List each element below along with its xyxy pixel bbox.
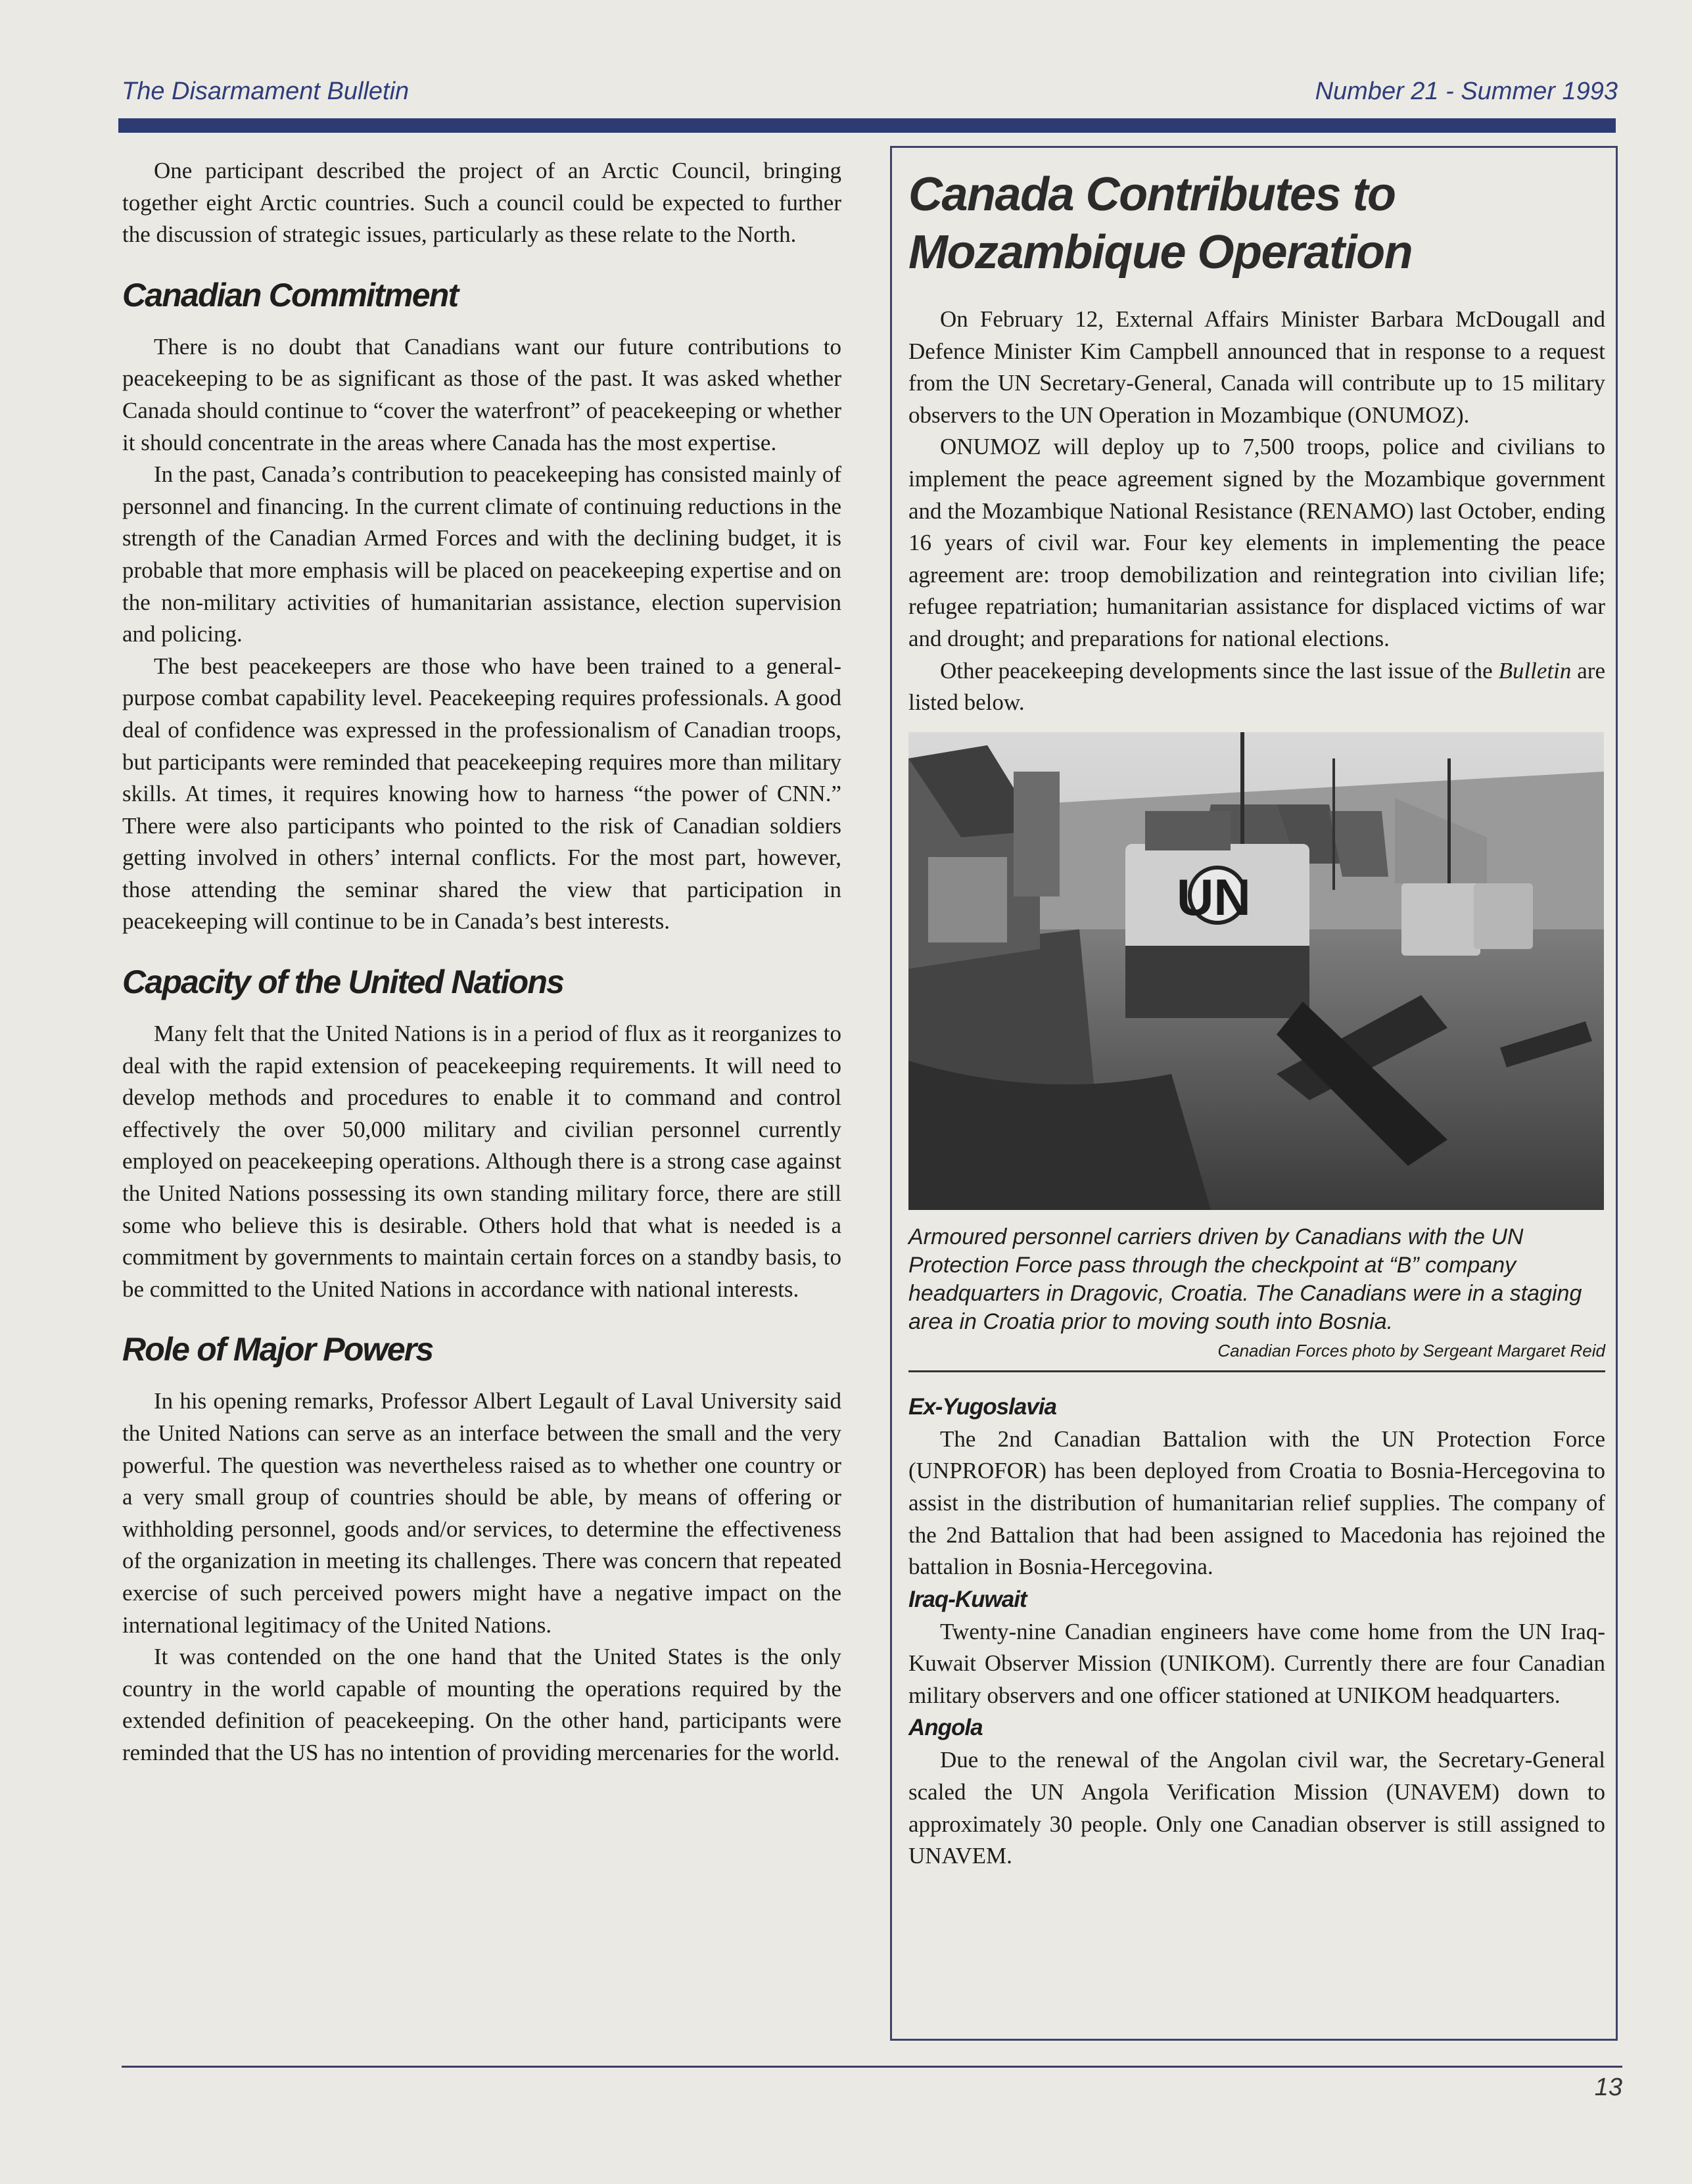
sidebar-column <box>908 166 1605 1872</box>
running-header-title: The Disarmament Bulletin <box>122 78 410 105</box>
heading-capacity-un: Capacity of the United Nations <box>122 964 564 1001</box>
heading-canadian-commitment: Canadian Commitment <box>122 276 458 314</box>
item-paragraph: Due to the renewal of the Angolan civil war, the Secretary-General scaled the UN Angola Verification Mission (UNAVEM) down to approximately 30 people. Only one Canadian observer is still assigned to UNAVEM. <box>908 1747 1605 1869</box>
sidebar-title-line2: Mozambique Operation <box>908 226 1413 279</box>
body-paragraph: In the past, Canada’s contribution to peacekeeping has consisted mainly of personnel and financing. In the current climate of continuing reductions in the strength of the Canadian Armed Forces and with the declining budget, it is probable that more emphasis will be placed on peacekeeping expertise and on the non-military activities of humanitarian assistance, election supervision and policing. <box>122 461 841 647</box>
bulletin-title: Bulletin <box>1498 657 1572 684</box>
sidebar-paragraph <box>908 655 1605 719</box>
subhead-angola: Angola <box>908 1715 983 1741</box>
apc-photo-illustration <box>908 732 1604 1210</box>
intro-paragraph: One participant described the project of an Arctic Council, bringing together eight Arctic countries. Such a council could be expected to further the discussion of strategic issues, particularly as these relate to the North. <box>122 158 841 248</box>
item-paragraph: The 2nd Canadian Battalion with the UN Protection Force (UNPROFOR) has been deployed from Croatia to Bosnia-Hercegovina to assist in the distribution of humanitarian relief supplies. The company of the 2nd Battalion that had been assigned to Macedonia has rejoined the battalion in Bosnia-Hercegovina. <box>908 1426 1605 1580</box>
apc-un-marking: UN <box>1177 868 1251 926</box>
sidebar-text: Other peacekeeping developments since the last issue of the <box>940 657 1499 684</box>
sidebar-title <box>908 166 1605 281</box>
running-header-issue: Number 21 - Summer 1993 <box>1315 78 1618 105</box>
body-paragraph: There is no doubt that Canadians want our future contributions to peacekeeping to be as significant as those of the past. It was asked whether Canada should continue to “cover the waterfront” of peacekeeping or whether it should concentrate in the areas where Canada has the most expertise. <box>122 333 841 455</box>
photo-credit: Canadian Forces photo by Sergeant Margaret Reid <box>1217 1340 1605 1360</box>
sidebar-paragraph: ONUMOZ will deploy up to 7,500 troops, police and civilians to implement the peace agreement signed by the Mozambique government and the Mozambique National Resistance (RENAMO) last October, ending 16 years of civil war. Four key elements in implementing the peace agreement are: troop demobilization and reintegration into civilian life; refugee repatriation; humanitarian assistance for displaced victims of war and drought; and preparations for national elections. <box>908 434 1605 651</box>
page-number: 13 <box>1594 2074 1622 2101</box>
body-paragraph: Many felt that the United Nations is in a period of flux as it reorganizes to deal with the rapid extension of peacekeeping requirements. It will need to develop methods and procedures to enable it to command and control effectively the over 50,000 military and civilian personnel currently employed on peacekeeping operations. Although there is a strong case against the United Nations possessing its own standing military force, there are still some who believe this is desirable. Others hold that what is needed is a commitment by governments to maintain certain forces on a standby basis, to be committed to the United Nations in accordance with national interests. <box>122 1021 841 1302</box>
footer-rule <box>122 2066 1622 2068</box>
body-paragraph: In his opening remarks, Professor Albert Legault of Laval University said the United Nations can serve as an interface between the small and the very powerful. The question was nevertheless raised as to whether one country or a very small group of countries should be able, by means of offering or withholding personnel, goods and/or services, to determine the effectiveness of the organization in meeting its challenges. There was concern that repeated exercise of such perceived powers might have a negative impact on the international legitimacy of the United Nations. <box>122 1388 841 1638</box>
subhead-iraq-kuwait: Iraq-Kuwait <box>908 1586 1027 1612</box>
body-paragraph: It was contended on the one hand that the United States is the only country in the world capable of mounting the operations required by the extended definition of peacekeeping. On the other hand, participants were reminded that the US has no intention of providing mercenaries for the world. <box>122 1644 841 1765</box>
sidebar-text: are listed below. <box>908 657 1605 716</box>
left-column <box>122 155 841 1769</box>
caption-rule <box>908 1370 1605 1372</box>
apc-photo <box>908 732 1604 1210</box>
header-bar <box>118 118 1616 133</box>
body-paragraph: The best peacekeepers are those who have been trained to a general-purpose combat capability level. Peacekeeping requires professionals. A good deal of confidence was expressed in the professionalism of Canadian troops, but participants were reminded that peacekeeping requires more than military skills. At times, it requires knowing how to harness “the power of CNN.” There were also participants who pointed to the risk of Canadian soldiers getting involved in others’ internal conflicts. For the most part, however, those attending the seminar shared the view that participation in peacekeeping will continue to be in Canada’s best interests. <box>122 653 841 935</box>
item-paragraph: Twenty-nine Canadian engineers have come home from the UN Iraq-Kuwait Observer Mission (UNIKOM). Currently there are four Canadian military observers and one officer stationed at UNIKOM headquarters. <box>908 1618 1605 1708</box>
sidebar-title-line1: Canada Contributes to <box>908 168 1396 221</box>
photo-caption: Armoured personnel carriers driven by Canadians with the UN Protection Force pass through the checkpoint at “B” company headquarters in Dragovic, Croatia. The Canadians were in a staging area in Croatia prior to moving south into Bosnia. <box>908 1224 1582 1334</box>
subhead-ex-yugoslavia: Ex-Yugoslavia <box>908 1393 1056 1420</box>
heading-role-major-powers: Role of Major Powers <box>122 1331 433 1368</box>
sidebar-paragraph: On February 12, External Affairs Minister Barbara McDougall and Defence Minister Kim Campbell announced that in response to a request from the UN Secretary-General, Canada will contribute up to 15 military observers to the UN Operation in Mozambique (ONUMOZ). <box>908 306 1605 428</box>
